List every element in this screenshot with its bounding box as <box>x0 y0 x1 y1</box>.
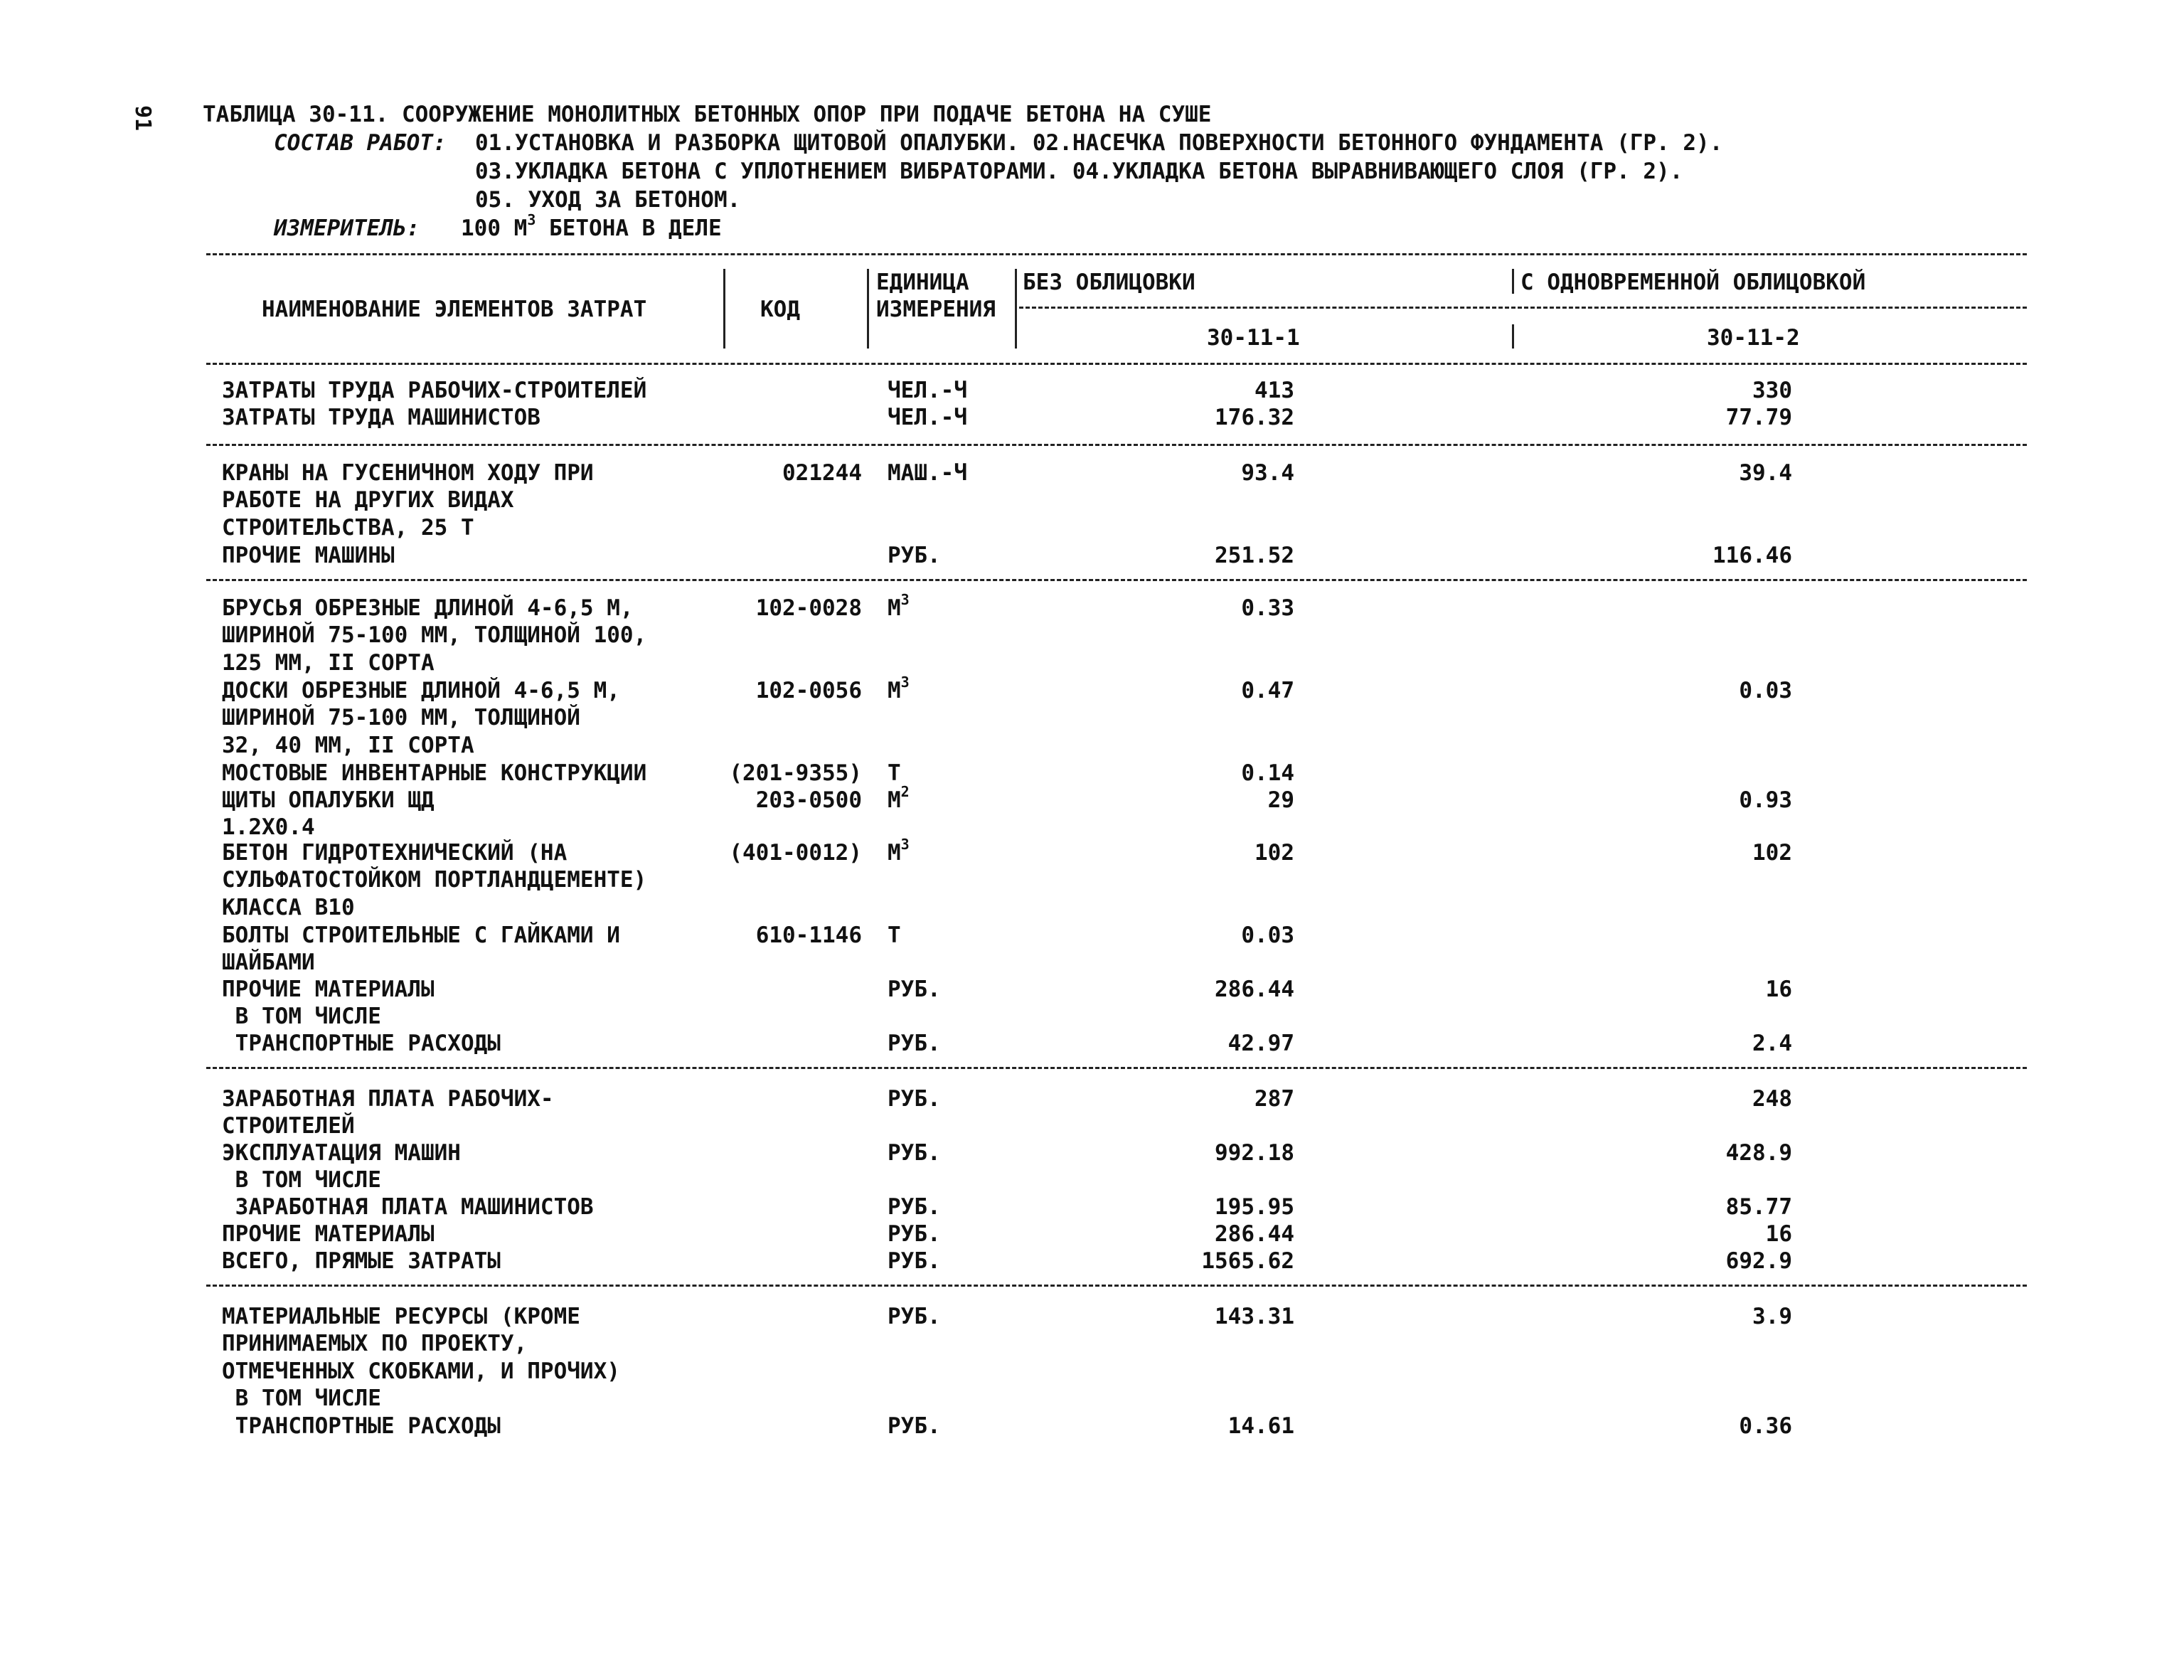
row-value-30-11-2: 16 <box>1765 1221 1792 1247</box>
row-name-line: КРАНЫ НА ГУСЕНИЧНОМ ХОДУ ПРИ <box>222 460 594 486</box>
row-name-line: БРУСЬЯ ОБРЕЗНЫЕ ДЛИНОЙ 4-6,5 М, <box>222 595 634 621</box>
row-value-30-11-2: 116.46 <box>1712 543 1792 568</box>
row-name-line: ШИРИНОЙ 75-100 ММ, ТОЛЩИНОЙ 100, <box>222 622 647 649</box>
row-unit: РУБ. <box>888 1248 941 1274</box>
row-unit: $М^3$ <box>888 590 910 621</box>
row-value-30-11-2: 85.77 <box>1725 1194 1792 1220</box>
header-group-2: С ОДНОВРЕМЕННОЙ ОБЛИЦОВКОЙ <box>1520 270 1866 295</box>
row-name-line: СТРОИТЕЛЬСТВА, 25 Т <box>222 514 474 541</box>
header-divider <box>1512 324 1514 349</box>
row-value-30-11-1: 0.47 <box>1241 678 1294 703</box>
row-name-line: ТРАНСПОРТНЫЕ РАСХОДЫ <box>222 1413 501 1439</box>
row-value-30-11-2: 77.79 <box>1725 405 1792 430</box>
header-group-1: БЕЗ ОБЛИЦОВКИ <box>1023 270 1195 295</box>
row-unit: $М^2$ <box>888 782 910 813</box>
row-unit: РУБ. <box>888 1413 941 1439</box>
row-value-30-11-1: 286.44 <box>1215 1221 1294 1247</box>
row-value-30-11-1: 143.31 <box>1215 1304 1294 1329</box>
row-name-line: 125 ММ, II СОРТА <box>222 649 435 676</box>
work-line-1: 01.УСТАНОВКА И РАЗБОРКА ЩИТОВОЙ ОПАЛУБКИ. 02.НАСЕЧКА ПОВЕРХНОСТИ БЕТОННОГО ФУНДАМЕНТА (ГР. 2). <box>475 130 1723 156</box>
row-name-line: БЕТОН ГИДРОТЕХНИЧЕСКИЙ (НА <box>222 840 568 866</box>
row-name-line: ШАЙБАМИ <box>222 950 315 976</box>
header-unit-2: ИЗМЕРЕНИЯ <box>876 297 996 322</box>
row-value-30-11-1: 102 <box>1255 840 1294 866</box>
work-label: СОСТАВ РАБОТ: <box>274 130 447 156</box>
header-col-1: 30-11-1 <box>1207 325 1300 351</box>
row-name-line: ЗАТРАТЫ ТРУДА МАШИНИСТОВ <box>222 405 540 430</box>
row-value-30-11-2: 0.03 <box>1739 678 1792 703</box>
table-title: ТАБЛИЦА 30-11. СООРУЖЕНИЕ МОНОЛИТНЫХ БЕТОННЫХ ОПОР ПРИ ПОДАЧЕ БЕТОНА НА СУШЕ <box>203 102 1212 127</box>
row-name-line: 32, 40 ММ, II СОРТА <box>222 732 474 758</box>
header-divider <box>723 269 725 349</box>
section-rule <box>206 579 2027 581</box>
row-name-line: СТРОИТЕЛЕЙ <box>222 1113 355 1139</box>
row-name-line: ВСЕГО, ПРЯМЫЕ ЗАТРАТЫ <box>222 1248 501 1274</box>
page-number: 91 <box>130 105 155 132</box>
row-value-30-11-1: 14.61 <box>1227 1413 1294 1439</box>
row-unit: РУБ. <box>888 1031 941 1056</box>
row-value-30-11-1: 992.18 <box>1215 1140 1294 1166</box>
section-rule <box>206 1285 2027 1287</box>
row-name-line: СУЛЬФАТОСТОЙКОМ ПОРТЛАНДЦЕМЕНТЕ) <box>222 867 647 893</box>
row-unit: МАШ.-Ч <box>888 460 967 486</box>
row-unit: $М^3$ <box>888 673 910 703</box>
row-value-30-11-2: 248 <box>1752 1086 1792 1112</box>
row-unit: РУБ. <box>888 1140 941 1166</box>
rule-header-mid <box>1019 307 2027 309</box>
row-value-30-11-1: 0.03 <box>1241 923 1294 948</box>
row-name-line: ЗАРАБОТНАЯ ПЛАТА РАБОЧИХ- <box>222 1086 554 1112</box>
rule-header-bottom <box>206 363 2027 365</box>
row-unit: ЧЕЛ.-Ч <box>888 378 967 403</box>
row-unit: РУБ. <box>888 1194 941 1220</box>
row-name-line: БОЛТЫ СТРОИТЕЛЬНЫЕ С ГАЙКАМИ И <box>222 923 620 948</box>
work-line-3: 05. УХОД ЗА БЕТОНОМ. <box>475 187 741 213</box>
row-code: (201-9355) <box>729 760 862 786</box>
header-unit-1: ЕДИНИЦА <box>876 270 969 295</box>
row-unit: РУБ. <box>888 1221 941 1247</box>
row-name-line: ПРИНИМАЕМЫХ ПО ПРОЕКТУ, <box>222 1331 528 1357</box>
row-code: 102-0056 <box>755 678 862 703</box>
row-name-line: РАБОТЕ НА ДРУГИХ ВИДАХ <box>222 487 514 514</box>
row-code: 102-0028 <box>755 595 862 621</box>
row-code: 203-0500 <box>755 787 862 813</box>
row-value-30-11-2: 330 <box>1752 378 1792 403</box>
row-value-30-11-2: 16 <box>1765 977 1792 1002</box>
row-value-30-11-1: 176.32 <box>1215 405 1294 430</box>
row-code: 610-1146 <box>755 923 862 948</box>
row-unit: Т <box>888 760 901 786</box>
row-value-30-11-1: 251.52 <box>1215 543 1294 568</box>
row-name-line: ПРОЧИЕ МАТЕРИАЛЫ <box>222 977 435 1002</box>
row-value-30-11-2: 102 <box>1752 840 1792 866</box>
row-name-line: В ТОМ ЧИСЛЕ <box>222 1004 381 1029</box>
row-name-line: ЗАТРАТЫ ТРУДА РАБОЧИХ-СТРОИТЕЛЕЙ <box>222 378 647 403</box>
row-name-line: ЗАРАБОТНАЯ ПЛАТА МАШИНИСТОВ <box>222 1194 594 1220</box>
row-name-line: В ТОМ ЧИСЛЕ <box>222 1386 381 1412</box>
row-name-line: КЛАССА В10 <box>222 894 355 920</box>
row-value-30-11-1: 29 <box>1267 787 1294 813</box>
row-value-30-11-1: 195.95 <box>1215 1194 1294 1220</box>
row-unit: РУБ. <box>888 1304 941 1329</box>
row-name-line: 1.2Х0.4 <box>222 814 315 841</box>
row-code: (401-0012) <box>729 840 862 866</box>
header-divider <box>1512 269 1514 294</box>
row-name-line: ОТМЕЧЕННЫХ СКОБКАМИ, И ПРОЧИХ) <box>222 1358 620 1384</box>
row-value-30-11-2: 2.4 <box>1752 1031 1792 1056</box>
row-code: 021244 <box>782 460 862 486</box>
header-code: КОД <box>760 297 800 322</box>
row-name-line: ПРОЧИЕ МАТЕРИАЛЫ <box>222 1221 435 1247</box>
row-unit: $М^3$ <box>888 835 910 866</box>
row-value-30-11-2: 0.36 <box>1739 1413 1792 1439</box>
row-name-line: МОСТОВЫЕ ИНВЕНТАРНЫЕ КОНСТРУКЦИИ <box>222 760 647 786</box>
row-value-30-11-1: 0.14 <box>1241 760 1294 786</box>
row-name-line: ПРОЧИЕ МАШИНЫ <box>222 543 395 568</box>
measure-value: 100 $М^3$ БЕТОНА В ДЕЛЕ <box>461 211 722 241</box>
row-value-30-11-2: 692.9 <box>1725 1248 1792 1274</box>
row-unit: Т <box>888 923 901 948</box>
header-divider <box>867 269 869 349</box>
row-name-line: ЭКСПЛУАТАЦИЯ МАШИН <box>222 1140 461 1166</box>
row-name-line: МАТЕРИАЛЬНЫЕ РЕСУРСЫ (КРОМЕ <box>222 1304 580 1329</box>
row-name-line: ЩИТЫ ОПАЛУБКИ ЩД <box>222 787 435 813</box>
row-name-line: ШИРИНОЙ 75-100 ММ, ТОЛЩИНОЙ <box>222 705 580 731</box>
row-value-30-11-1: 0.33 <box>1241 595 1294 621</box>
row-name-line: ТРАНСПОРТНЫЕ РАСХОДЫ <box>222 1031 501 1056</box>
row-value-30-11-2: 0.93 <box>1739 787 1792 813</box>
row-name-line: ДОСКИ ОБРЕЗНЫЕ ДЛИНОЙ 4-6,5 М, <box>222 678 620 703</box>
row-name-line: В ТОМ ЧИСЛЕ <box>222 1167 381 1193</box>
row-unit: РУБ. <box>888 1086 941 1112</box>
header-divider <box>1015 269 1017 349</box>
row-value-30-11-2: 3.9 <box>1752 1304 1792 1329</box>
row-unit: РУБ. <box>888 543 941 568</box>
rule-top <box>206 253 2027 255</box>
section-rule <box>206 1067 2027 1069</box>
row-value-30-11-1: 287 <box>1255 1086 1294 1112</box>
section-rule <box>206 444 2027 446</box>
header-col-2: 30-11-2 <box>1707 325 1800 351</box>
work-line-2: 03.УКЛАДКА БЕТОНА С УПЛОТНЕНИЕМ ВИБРАТОРАМИ. 04.УКЛАДКА БЕТОНА ВЫРАВНИВАЮЩЕГО СЛОЯ (ГР. 2). <box>475 159 1683 184</box>
header-name: НАИМЕНОВАНИЕ ЭЛЕМЕНТОВ ЗАТРАТ <box>262 297 647 322</box>
row-value-30-11-1: 413 <box>1255 378 1294 403</box>
measure-label: ИЗМЕРИТЕЛЬ: <box>274 216 420 241</box>
row-unit: ЧЕЛ.-Ч <box>888 405 967 430</box>
row-unit: РУБ. <box>888 977 941 1002</box>
row-value-30-11-2: 428.9 <box>1725 1140 1792 1166</box>
row-value-30-11-2: 39.4 <box>1739 460 1792 486</box>
row-value-30-11-1: 93.4 <box>1241 460 1294 486</box>
row-value-30-11-1: 1565.62 <box>1201 1248 1294 1274</box>
row-value-30-11-1: 42.97 <box>1227 1031 1294 1056</box>
row-value-30-11-1: 286.44 <box>1215 977 1294 1002</box>
